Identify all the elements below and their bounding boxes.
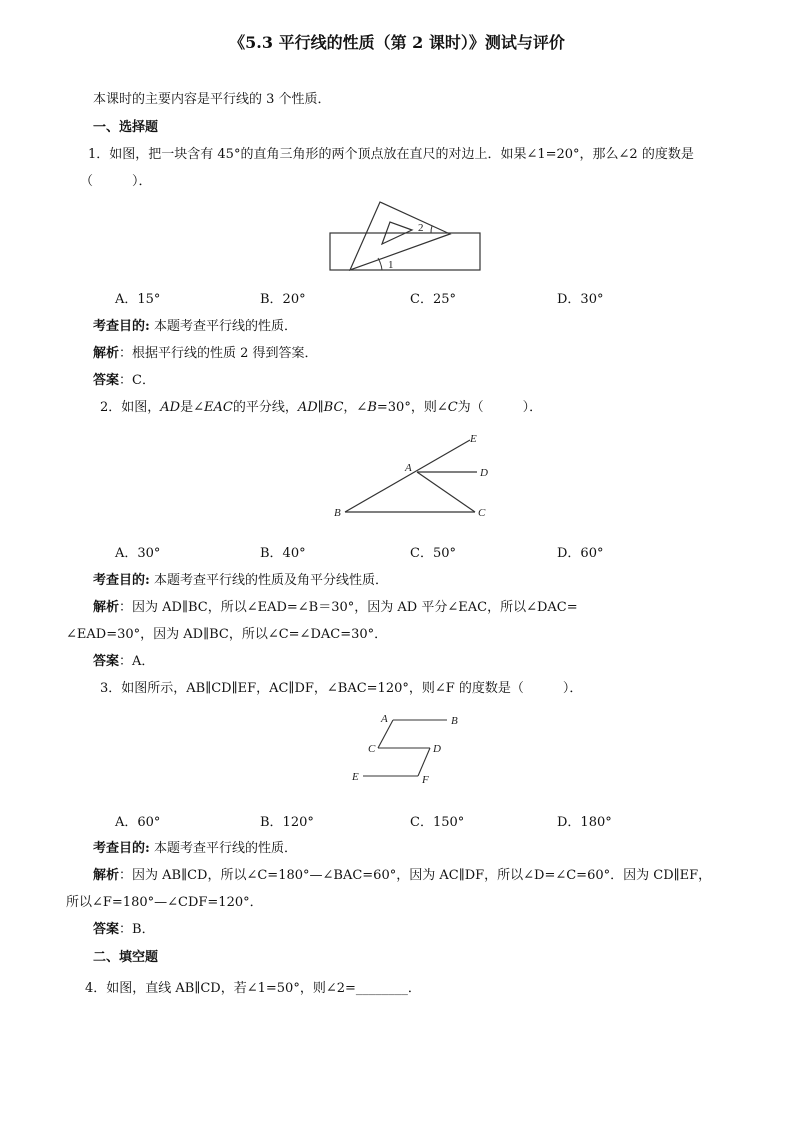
point-b-label: B	[451, 715, 458, 727]
q3-answer	[93, 918, 155, 937]
q1-text: 1．如图，把一块含有 45°的直角三角形的两个顶点放在直尺的对边上．如果∠1=20°，那么∠2 的度数是	[88, 147, 694, 162]
q3-purpose-text: 本题考查平行线的性质．	[153, 841, 297, 856]
point-b-label: B	[334, 507, 341, 519]
q2-purpose-label: 考查目的:	[93, 573, 150, 588]
q3-analysis-line2: 所以∠F=180°—∠CDF=120°．	[66, 895, 263, 910]
q3-analysis-label: 解析	[93, 868, 120, 883]
q2-option-a: A．30°	[115, 546, 161, 561]
q3-analysis-text1: ：因为 AB∥CD，所以∠C=180°—∠BAC=60°，因为 AC∥DF，所以∠D=∠C=60°．因为 CD∥EF，	[119, 868, 712, 883]
point-a-label: A	[405, 462, 412, 474]
q2-answer	[93, 650, 154, 669]
point-f-label: F	[422, 774, 429, 786]
q1-answer	[93, 369, 155, 388]
q1-option-c: C．25°	[410, 292, 456, 307]
q1-purpose-label: 考查目的:	[93, 319, 150, 334]
q2-option-b: B．40°	[260, 546, 306, 561]
section-choice-heading: 一、选择题	[93, 120, 159, 135]
q2-analysis-line2: ∠EAD=30°，因为 AD∥BC，所以∠C=∠DAC=30°．	[66, 627, 388, 642]
q3-option-d: D．180°	[557, 815, 612, 830]
q2-answer-label: 答案	[93, 654, 120, 669]
q3-analysis-line1	[93, 864, 711, 883]
point-e-label: E	[470, 433, 477, 445]
section-fill-heading: 二、填空题	[93, 950, 159, 965]
q1-purpose	[93, 315, 297, 334]
q3-text: 3．如图所示，AB∥CD∥EF，AC∥DF，∠BAC=120°，则∠F 的度数是（ ）．	[100, 681, 583, 696]
q1-figure	[320, 196, 490, 276]
q3-purpose-label: 考查目的:	[93, 841, 150, 856]
angle2-label: 2	[418, 222, 424, 234]
q1-option-a: A．15°	[115, 292, 161, 307]
q3-purpose	[93, 837, 297, 856]
q1-analysis-text: ：根据平行线的性质 2 得到答案．	[119, 346, 318, 361]
q3-option-c: C．150°	[410, 815, 465, 830]
q2-answer-text: ：A．	[119, 654, 155, 669]
q1-answer-text: ：C．	[119, 373, 155, 388]
q1-purpose-text: 本题考查平行线的性质．	[153, 319, 297, 334]
q3-option-a: A．60°	[115, 815, 161, 830]
q3-option-b: B．120°	[260, 815, 314, 830]
q2-figure	[330, 428, 500, 523]
point-d-label: D	[433, 743, 441, 755]
intro-text: 本课时的主要内容是平行线的 3 个性质．	[93, 92, 331, 107]
point-c-label: C	[478, 507, 486, 519]
q3-answer-text: ：B．	[119, 922, 155, 937]
q2-text: 2．如图，AD是∠EAC的平分线，AD∥BC，∠B=30°，则∠C为（ ）．	[100, 400, 543, 415]
segment-ac	[417, 472, 475, 512]
point-e-label: E	[352, 771, 359, 783]
q2-purpose	[93, 569, 388, 588]
q1-analysis-label: 解析	[93, 346, 120, 361]
angle2-arc	[431, 226, 432, 233]
q3-figure	[345, 710, 470, 792]
q1-answer-label: 答案	[93, 373, 120, 388]
page-title: 《5.3 平行线的性质（第 2 课时）》测试与评价	[229, 33, 565, 52]
point-c-label: C	[368, 743, 376, 755]
q2-purpose-text: 本题考查平行线的性质及角平分线性质．	[153, 573, 388, 588]
q2-option-d: D．60°	[557, 546, 604, 561]
ray-be	[345, 440, 470, 512]
q2-analysis-label: 解析	[93, 600, 120, 615]
q2-analysis-text1: ：因为 AD∥BC，所以∠EAD=∠B＝30°，因为 AD 平分∠EAC，所以∠DAC=	[119, 600, 578, 615]
angle1-label: 1	[388, 259, 394, 271]
q3-answer-label: 答案	[93, 922, 120, 937]
segment-df	[418, 748, 430, 776]
point-d-label: D	[480, 467, 488, 479]
q4-text: 4．如图，直线 AB∥CD，若∠1=50°，则∠2=________．	[85, 981, 421, 996]
q1-analysis	[93, 342, 318, 361]
q2-option-c: C．50°	[410, 546, 456, 561]
point-a-label: A	[381, 713, 388, 725]
q1-blank: （ ）．	[80, 174, 152, 189]
q1-option-d: D．30°	[557, 292, 604, 307]
q2-analysis-line1	[93, 596, 578, 615]
q1-option-b: B．20°	[260, 292, 306, 307]
